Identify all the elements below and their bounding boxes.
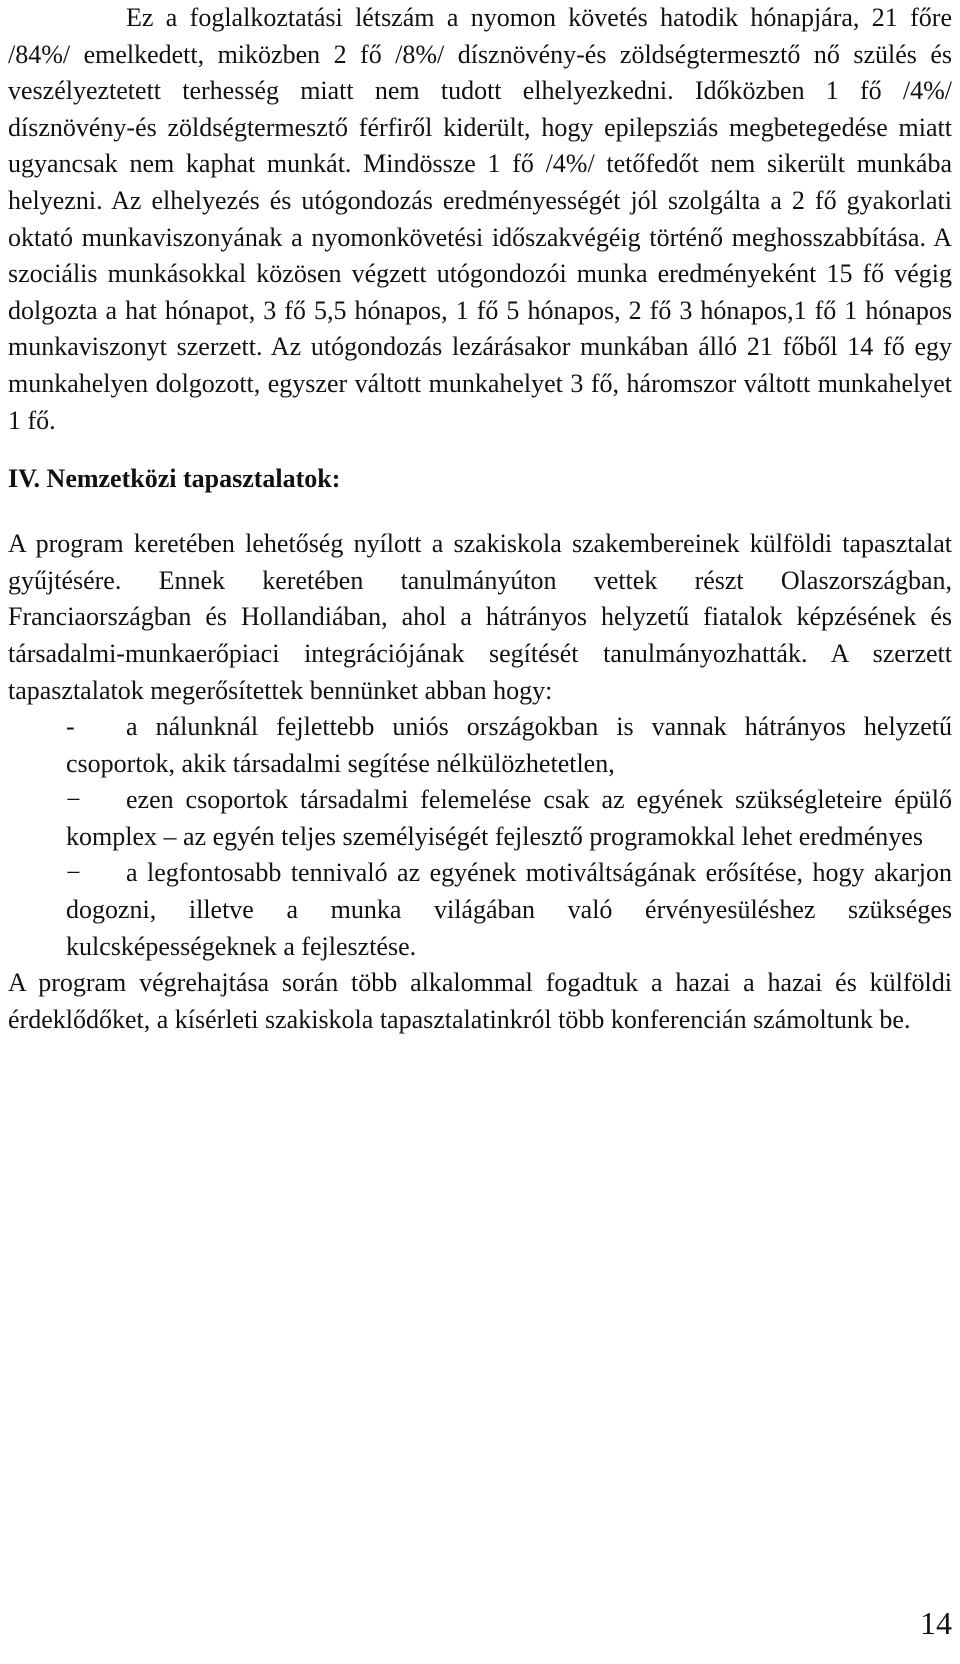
list-dash: − [66, 785, 81, 815]
body-paragraph-visitors: A program végrehajtása során több alkalommal fogadtuk a hazai a hazai és külföldi érdeklődőket, a kísérleti szakiskola tapasztalatinkról több konferencián számoltunk be. [8, 968, 952, 1034]
list-item [8, 855, 952, 965]
body-paragraph-employment: Ez a foglalkoztatási létszám a nyomon követés hatodik hónapjára, 21 főre /84%/ emelkedett, miközben 2 fő /8%/ dísznövény-és zöldségtermesztő nő szülés és veszélyeztetett terhesség miatt nem tudott elhelyezkedni. Időközben 1 fő /4%/ dísznövény-és zöldségtermesztő férfiről kiderült, hogy epilepsziás megbetegedése miatt ugyancsak nem kaphat munkát. Mindössze 1 fő /4%/ tetőfedőt nem sikerült munkába helyezni. Az elhelyezés és utógondozás eredményességét jól szolgálta a 2 fő gyakorlati oktató munkaviszonyának a nyomonkövetési időszakvégéig történő meghosszabbítása. A szociális munkásokkal közösen végzett utógondozói munka eredményeként 15 fő végig dolgozta a hat hónapot, 3 fő 5,5 hónapos, 1 fő 5 hónapos, 2 fő 3 hónapos,1 fő 1 hónapos munkaviszonyt szerzett. Az utógondozás lezárásakor munkában álló 21 főből 14 fő egy munkahelyen dolgozott, egyszer váltott munkahelyet 3 fő, háromszor váltott munkahelyet 1 fő. [8, 3, 952, 435]
list-item-text: a nálunknál fejlettebb uniós országokban is vannak hátrányos helyzetű csoportok, akik társadalmi segítése nélkülözhetetlen, [66, 712, 952, 778]
list-dash: - [66, 712, 75, 742]
conclusions-list [8, 709, 952, 965]
page-number: 14 [920, 1605, 952, 1641]
list-item [8, 709, 952, 782]
document-page [8, 0, 952, 1038]
list-item-text: ezen csoportok társadalmi felemelése csak az egyének szükségleteire épülő komplex – az egyén teljes személyiségét fejlesztő programokkal lehet eredményes [66, 785, 952, 851]
section-heading: IV. Nemzetközi tapasztalatok: [8, 464, 341, 494]
list-item [8, 782, 952, 855]
body-paragraph-international: A program keretében lehetőség nyílott a szakiskola szakembereinek külföldi tapasztalat gyűjtésére. Ennek keretében tanulmányúton vettek részt Olaszországban, Franciaországban és Hollandiában, ahol a hátrányos helyzetű fiatalok képzésének és társadalmi-munkaerőpiaci integrációjának segítését tanulmányozhatták. A szerzett tapasztalatok megerősítettek bennünket abban hogy: [8, 529, 952, 705]
list-item-text: a legfontosabb tennivaló az egyének motiváltságának erősítése, hogy akarjon dogozni, illetve a munka világában való érvényesüléshez szükséges kulcsképességeknek a fejlesztése. [66, 858, 952, 961]
list-dash: − [66, 858, 81, 888]
